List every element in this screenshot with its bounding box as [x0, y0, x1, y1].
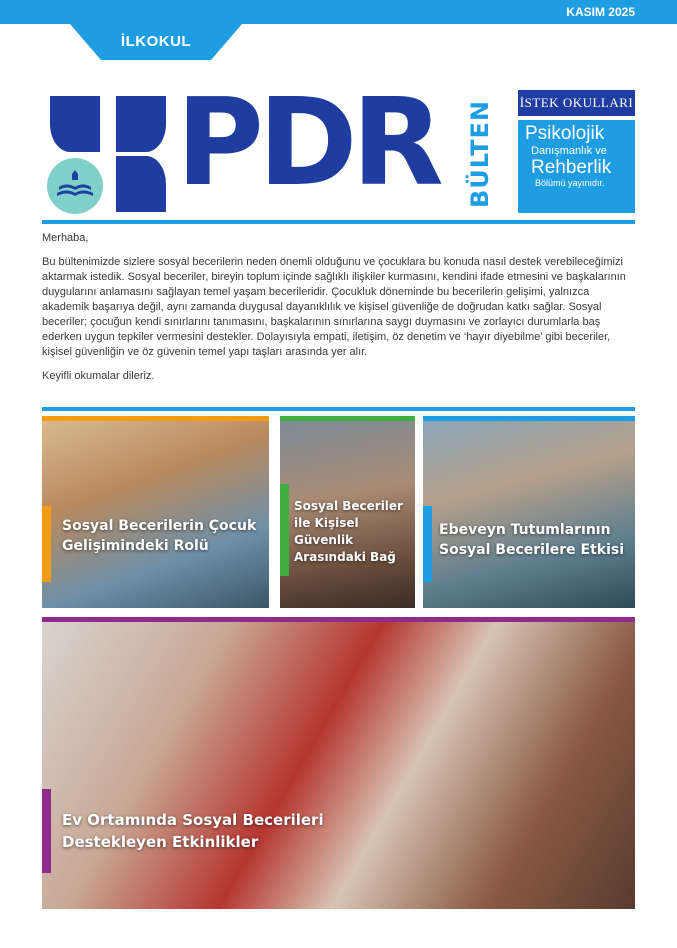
level-label: İLKOKUL — [120, 33, 192, 50]
card-side-accent — [423, 506, 432, 582]
card-photo — [42, 421, 269, 608]
card-photo — [423, 421, 635, 608]
pdr-wordmark: PDR — [176, 74, 438, 213]
department-box — [518, 120, 635, 213]
divider-top — [42, 220, 635, 224]
article-title: Ebeveyn Tutumlarının Sosyal Becerilere Etkisi — [439, 522, 625, 558]
article-card-2[interactable] — [280, 416, 415, 608]
clover-logo-icon — [42, 90, 174, 218]
letter-greeting: Merhaba, — [42, 232, 89, 244]
letter-body: Bu bültenimizde sizlere sosyal becerilerin neden önemli olduğunu ve çocuklara bu konuda nasıl destek verebileceğimizi aktarmak istedik. Sosyal beceriler, bireyin toplum içinde sağlıklı ilişkiler kurmasını, kendini ifade etmesini ve başkalarının duygularını anlamasını sağlayan temel yaşam becerileridir. Çocukluk döneminde bu becerilerin gelişimi, yalnızca akademik başarıya değil, aynı zamanda duygusal dayanıklılık ve kişisel güvenliğe de doğrudan katkı sağlar. Sosyal beceriler; çocuğun kendi sınırlarını tanımasını, başkalarının sınırlarına saygı duymasını ve zorlayıcı durumlarla baş ederken uygun tepkiler vermesini destekler. Dolayısıyla empati, iletişim, öz denetim ve ‘hayır diyebilme’ gibi beceriler, kişisel güvenliğin ve öz güvenin temel yapı taşları arasında yer alır. — [42, 256, 626, 358]
card-photo — [42, 622, 635, 909]
dept-line-1: Psikolojik — [525, 123, 605, 144]
article-title: Sosyal Beceriler ile Kişisel Güvenlik Arasındaki Bağ — [294, 499, 403, 564]
card-side-accent — [280, 484, 289, 576]
article-title: Ev Ortamında Sosyal Becerileri Destekleyen Etkinlikler — [62, 811, 324, 851]
article-card-3[interactable] — [423, 416, 635, 608]
school-name: İSTEK OKULLARI — [519, 95, 634, 110]
dept-line-4: Bölümü yayınıdır. — [535, 178, 605, 188]
article-card-1[interactable] — [42, 416, 269, 608]
divider-bottom — [42, 407, 635, 411]
card-side-accent — [42, 789, 51, 873]
article-title: Sosyal Becerilerin Çocuk Gelişimindeki Rolü — [62, 518, 257, 554]
intro-letter — [42, 231, 635, 393]
card-side-accent — [42, 506, 51, 582]
school-badge — [518, 90, 635, 116]
dept-line-3: Rehberlik — [531, 157, 612, 178]
article-card-4[interactable] — [42, 617, 635, 909]
issue-date: KASIM 2025 — [566, 5, 635, 19]
letter-closing: Keyifli okumalar dileriz. — [42, 370, 155, 382]
dept-line-2: Danışmanlık ve — [531, 145, 607, 157]
bulten-wordmark: BÜLTEN — [466, 100, 494, 208]
